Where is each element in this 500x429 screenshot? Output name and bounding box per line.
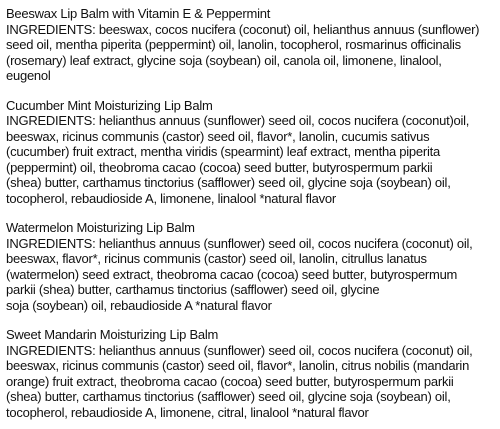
product-watermelon — [6, 220, 500, 313]
product-sweet-mandarin — [6, 327, 500, 420]
product-name: Cucumber Mint Moisturizing Lip Balm — [6, 97, 213, 113]
product-name: Sweet Mandarin Moisturizing Lip Balm — [6, 327, 219, 342]
product-ingredients: INGREDIENTS: helianthus annuus (sunflower) seed oil, cocos nucifera (coconut) oil, beeswax, flavor*, ricinus communis (castor) seed oil, lanolin, citrullus lanatus (watermelon) seed extract, theobroma cacao (cocoa) seed butter, butyrospermum parkii (shea) butter, carthamus tinctorius (safflower) seed oil, glycine soja (soybean) oil, rebaudioside A *natural flavor — [6, 235, 473, 313]
product-ingredients: INGREDIENTS: helianthus annuus (sunflower) seed oil, cocos nucifera (coconut)oil, beeswax, ricinus communis (castor) seed oil, flavor*, lanolin, cucumis sativus (cucumber) fruit extract, mentha viridis (spearmint) leaf extract, mentha piperita (peppermint) oil, theobroma cacao (cocoa) seed butter, butyrospermum parkii (shea) butter, carthamus tinctorius (safflower) seed oil, glycine soja (soybean) oil, tocopherol, rebaudioside A, limonene, linalool *natural flavor — [6, 113, 470, 206]
product-ingredients: INGREDIENTS: beeswax, cocos nucifera (coconut) oil, helianthus annuus (sunflower) seed oil, mentha piperita (peppermint) oil, lanolin, tocopherol, rosmarinus officinalis (rosemary) leaf extract, glycine soja (soybean) oil, canola oil, limonene, linalool, eugenol — [6, 21, 480, 83]
product-cucumber-mint — [6, 98, 500, 207]
product-ingredients: INGREDIENTS: helianthus annuus (sunflower) seed oil, cocos nucifera (coconut) oil, beeswax, ricinus communis (castor) seed oil, flavor*, lanolin, citrus nobilis (mandarin orange) fruit extract, theobroma cacao (cocoa) seed butter, butyrospermum parkii (shea) butter, carthamus tinctorius (safflower) seed oil, glycine soja (soybean) oil, tocopherol, rebaudioside A, limonene, citral, linalool *natural flavor — [6, 342, 473, 420]
product-name: Watermelon Moisturizing Lip Balm — [6, 220, 195, 235]
product-beeswax-peppermint — [6, 6, 500, 84]
product-name: Beeswax Lip Balm with Vitamin E & Peppermint — [6, 6, 271, 21]
